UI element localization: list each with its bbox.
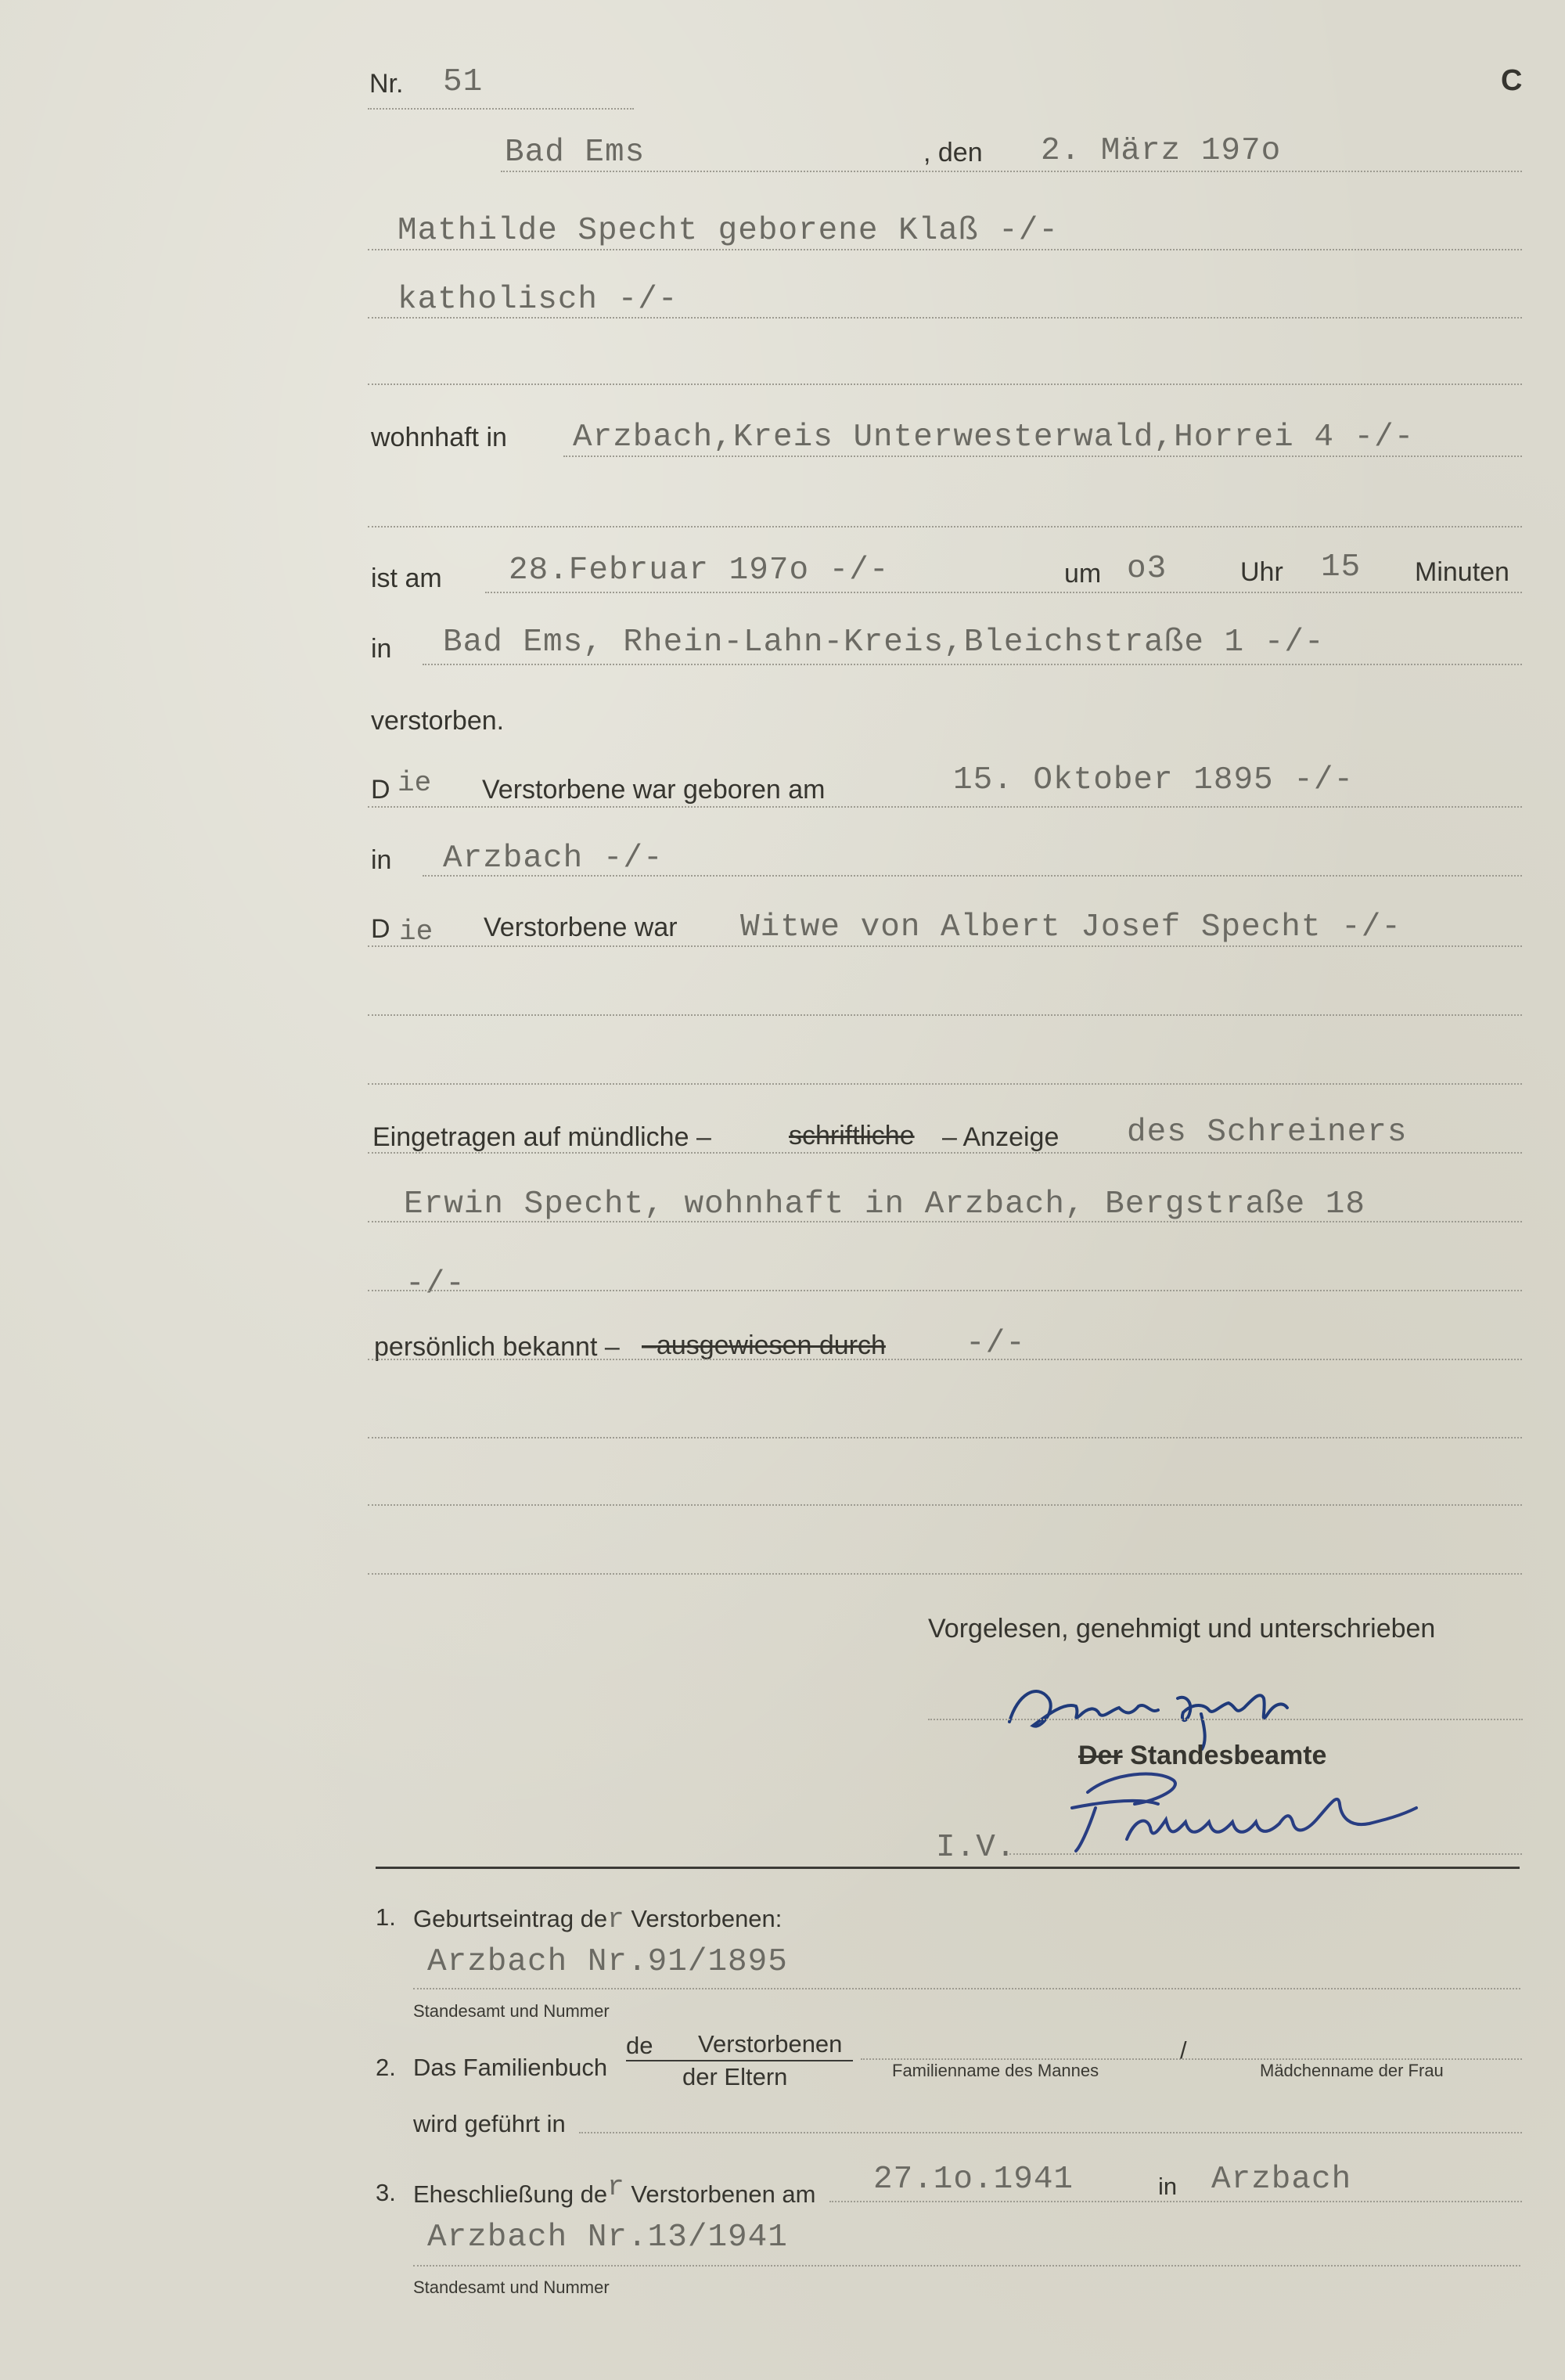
item3-label (413, 2171, 816, 2211)
item2-der-eltern: der Eltern (682, 2063, 788, 2090)
standesbeamte-label: Standesbeamte (1122, 1741, 1327, 1770)
entry-informant-line3: -/- (405, 1266, 466, 1302)
der-struck: Der (1078, 1741, 1123, 1770)
item1-caption: Standesamt und Nummer (413, 2001, 610, 2021)
entry-line-3 (368, 1290, 1522, 1291)
nr-underline (368, 108, 634, 110)
death-place: Bad Ems, Rhein-Lahn-Kreis,Bleichstraße 1 -/- (443, 625, 1325, 661)
item1-label-b: Verstorbenen: (624, 1905, 782, 1932)
death-hour: o3 (1127, 551, 1167, 587)
birth-date: 15. Oktober 1895 -/- (953, 762, 1355, 798)
wohnhaft-label: wohnhaft in (371, 423, 507, 452)
residence-value: Arzbach,Kreis Unterwesterwald,Horrei 4 -/- (573, 419, 1415, 455)
marital-status: Witwe von Albert Josef Specht -/- (740, 909, 1401, 945)
death-date: 28.Februar 197o -/- (509, 553, 890, 589)
item3-typed-r: r (607, 2171, 624, 2203)
item2-slash: / (1180, 2036, 1187, 2064)
item2-caption-wife: Mädchenname der Frau (1260, 2061, 1444, 2080)
death-in-label: in (371, 634, 392, 664)
item1-typed-r: r (607, 1903, 624, 1935)
birth-record-entry: Arzbach Nr.91/1895 (427, 1944, 788, 1980)
birth-d-typed: ie (398, 767, 432, 799)
name-line (368, 249, 1522, 250)
item3-caption: Standesamt und Nummer (413, 2277, 610, 2297)
den-label: , den (923, 138, 983, 167)
deceased-name: Mathilde Specht geborene Klaß -/- (398, 213, 1059, 249)
entry-line-1 (368, 1152, 1522, 1154)
marriage-date: 27.1o.1941 (873, 2162, 1074, 2198)
item2-fraction-line (626, 2060, 853, 2061)
ist-am-label: ist am (371, 563, 442, 593)
item3-label-b: Verstorbenen am (624, 2180, 816, 2208)
birth-label: Verstorbene war geboren am (482, 775, 826, 805)
registration-date: 2. März 197o (1041, 133, 1282, 169)
birth-place-line (423, 875, 1522, 877)
death-minutes: 15 (1321, 549, 1362, 585)
um-label: um (1064, 559, 1102, 589)
item1-label-a: Geburtseintrag de (413, 1905, 608, 1932)
registrar-signature (1041, 1761, 1448, 1863)
birth-d-label: D (371, 775, 390, 805)
entry-struck-written: schriftliche (789, 1121, 915, 1150)
birth-place: Arzbach -/- (443, 841, 664, 877)
item2-wird: wird geführt in (413, 2110, 566, 2137)
birth-in-label: in (371, 845, 392, 875)
status-line (368, 945, 1522, 947)
entry-informant-line1: des Schreiners (1127, 1114, 1408, 1150)
blank-line-6 (368, 1504, 1522, 1506)
entry-label-b: – Anzeige (942, 1122, 1060, 1152)
registrar-signature-line (1009, 1853, 1522, 1855)
blank-line-5 (368, 1437, 1522, 1438)
marriage-place: Arzbach (1211, 2162, 1352, 2198)
item3-number: 3. (376, 2179, 396, 2206)
section-divider (376, 1867, 1520, 1869)
item3-line (829, 2201, 1522, 2202)
nr-label: Nr. (369, 69, 404, 99)
vorgelesen-text: Vorgelesen, genehmigt und unterschrieben (928, 1614, 1436, 1644)
register-number: 51 (443, 64, 484, 100)
known-struck: –ausgewiesen durch (642, 1330, 886, 1360)
item2-wird-line (579, 2132, 1522, 2133)
item1-number: 1. (376, 1903, 396, 1931)
religion: katholisch -/- (398, 282, 678, 318)
item2-verstorbenen: Verstorbenen (698, 2030, 843, 2058)
blank-line (368, 383, 1522, 385)
item2-caption-husband: Familienname des Mannes (892, 2061, 1099, 2080)
uhr-label: Uhr (1240, 557, 1283, 587)
blank-line-2 (368, 526, 1522, 527)
iv-label: I.V. (936, 1830, 1016, 1866)
known-label: persönlich bekannt – (374, 1332, 620, 1362)
corner-letter: C (1501, 64, 1523, 97)
status-d-typed: ie (399, 916, 434, 948)
item3-label-a: Eheschließung de (413, 2180, 608, 2208)
item2-number: 2. (376, 2054, 396, 2081)
entry-informant-line2: Erwin Specht, wohnhaft in Arzbach, Bergstraße 18 (404, 1186, 1365, 1222)
residence-line (563, 455, 1522, 457)
status-d-label: D (371, 914, 390, 944)
blank-line-7 (368, 1573, 1522, 1575)
religion-line (368, 317, 1522, 319)
blank-line-4 (368, 1083, 1522, 1085)
blank-line-3 (368, 1014, 1522, 1016)
verstorben-label: verstorben. (371, 706, 505, 736)
marriage-record-entry: Arzbach Nr.13/1941 (427, 2220, 788, 2256)
known-value: -/- (966, 1326, 1026, 1362)
status-label: Verstorbene war (484, 913, 678, 942)
place-date-line (501, 171, 1522, 172)
death-time-line (485, 592, 1522, 593)
item1-line (413, 1988, 1520, 1989)
place-of-registration: Bad Ems (505, 135, 646, 171)
item2-label: Das Familienbuch (413, 2054, 608, 2081)
minuten-label: Minuten (1415, 557, 1509, 587)
item3-record-line (413, 2265, 1520, 2267)
informant-signature-line (928, 1719, 1523, 1720)
entry-label-a: Eingetragen auf mündliche – (372, 1122, 711, 1152)
death-place-line (423, 664, 1522, 665)
birth-line (368, 806, 1522, 808)
item3-in-label: in (1158, 2173, 1178, 2200)
item2-name-line (861, 2058, 1522, 2060)
entry-line-2 (368, 1221, 1522, 1222)
item1-label (413, 1903, 782, 1935)
item2-de: de (626, 2032, 653, 2059)
known-line (368, 1359, 1522, 1360)
